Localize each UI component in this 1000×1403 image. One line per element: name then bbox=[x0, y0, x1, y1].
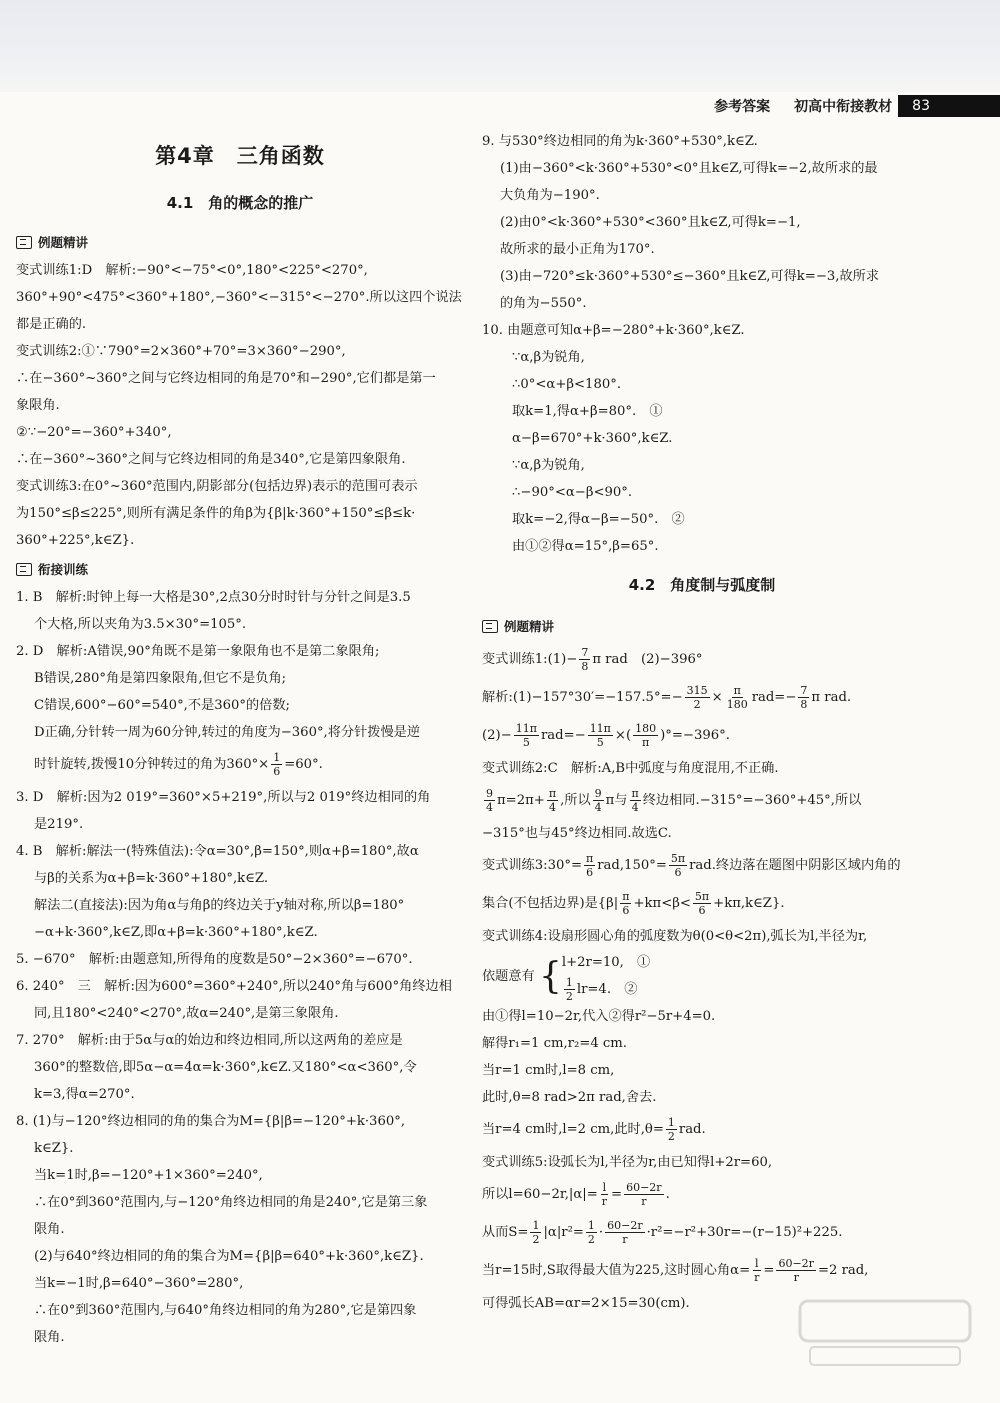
math-line: 变式训练5:设弧长为l,半径为r,由已知得l+2r=60, bbox=[482, 1155, 773, 1170]
denominator: 2 bbox=[667, 1130, 675, 1143]
right-column bbox=[482, 128, 922, 1317]
answer-line: ∴0°<α+β<180°. bbox=[512, 377, 622, 392]
answer-line: 取k=1,得α+β=80°. ① bbox=[512, 404, 663, 419]
math-line: 变式训练2:C 解析:A,B中弧度与角度混用,不正确. bbox=[482, 761, 779, 776]
math-line: 解得r₁=1 cm,r₂=4 cm. bbox=[482, 1036, 627, 1051]
equation-rows bbox=[562, 950, 650, 1003]
example-heading-label: 例题精讲 bbox=[504, 619, 555, 634]
answer-line: 9. 与530°终边相同的角为k·360°+530°,k∈Z. bbox=[482, 134, 758, 149]
answer-line: ∴在0°到360°范围内,与−120°角终边相同的角是240°,它是第三象 bbox=[34, 1195, 428, 1210]
text: π rad (2)−396° bbox=[592, 652, 703, 667]
fraction bbox=[630, 787, 641, 814]
text: π与 bbox=[605, 793, 628, 808]
numerator: 60−2r bbox=[626, 1181, 662, 1194]
math-line: 此时,θ=8 rad>2π rad,舍去. bbox=[482, 1090, 657, 1105]
fraction bbox=[752, 1257, 761, 1284]
equation bbox=[562, 976, 650, 1003]
answer-line: 3. D 解析:因为2 019°=360°×5+219°,所以与2 019°终边相同的角 bbox=[16, 790, 431, 805]
answer-line: 6. 240° 三 解析:因为600°=360°+240°,所以240°角与600°角终边相 bbox=[16, 979, 452, 994]
denominator: 6 bbox=[674, 866, 682, 879]
denominator: r bbox=[622, 1233, 628, 1246]
text: ×( bbox=[614, 728, 632, 743]
answer-line: B错误,280°角是第四象限角,但它不是负角; bbox=[34, 671, 287, 686]
text: 集合(不包括边界)是{β| bbox=[482, 896, 619, 911]
answer-line: 360°的整数倍,即5α−α=4α=k·360°,k∈Z.又180°<α<360°,令 bbox=[34, 1060, 417, 1075]
answer-line: ∵α,β为锐角, bbox=[512, 350, 585, 365]
denominator: r bbox=[601, 1195, 608, 1208]
answer-line-fraction bbox=[16, 746, 464, 784]
left-brace: { bbox=[538, 955, 562, 997]
answer-line: 故所求的最小正角为170°. bbox=[500, 242, 655, 257]
fraction bbox=[564, 976, 575, 1003]
numerator: 1 bbox=[587, 1219, 595, 1232]
text-line: 变式训练2:①∵790°=2×360°+70°=3×360°−290°, bbox=[16, 344, 346, 359]
math-line bbox=[482, 782, 922, 820]
numerator: 180 bbox=[635, 722, 657, 735]
math-line bbox=[482, 1111, 922, 1149]
answer-line: 1. B 解析:时钟上每一大格是30°,2点30分时时针与分针之间是3.5 bbox=[16, 590, 411, 605]
text: rad=− bbox=[751, 690, 797, 705]
text: 终边相同.−315°=−360°+45°,所以 bbox=[642, 793, 862, 808]
answer-label: 参考答案 bbox=[714, 99, 771, 115]
math-line bbox=[482, 679, 922, 717]
text: π=2π+ bbox=[497, 793, 545, 808]
denominator: 4 bbox=[631, 801, 639, 814]
fraction bbox=[685, 684, 710, 711]
numerator: 5π bbox=[694, 890, 710, 903]
bridge-heading-label: 衔接训练 bbox=[38, 562, 89, 577]
numerator: 60−2r bbox=[778, 1257, 814, 1270]
denominator: 180 bbox=[726, 698, 748, 711]
text: 解析:(1)−157°30′=−157.5°=− bbox=[482, 690, 683, 705]
fraction bbox=[669, 852, 687, 879]
answer-line: 与β的关系为α+β=k·360°+180°,k∈Z. bbox=[34, 871, 269, 886]
denominator: 2 bbox=[532, 1233, 540, 1246]
answer-text: =60°. bbox=[284, 757, 323, 772]
text: 所以l=60−2r,|α|= bbox=[482, 1187, 598, 1202]
numerator: 7 bbox=[800, 684, 808, 697]
equation-system bbox=[539, 950, 650, 1003]
text-line: 变式训练1:D 解析:−90°<−75°<0°,180°<225°<270°, bbox=[16, 263, 368, 278]
numerator: π bbox=[586, 852, 594, 865]
answer-line: ∴在0°到360°范围内,与640°角终边相同的角为280°,它是第四象 bbox=[34, 1303, 417, 1318]
denominator: π bbox=[642, 736, 650, 749]
answer-line: 当k=−1时,β=640°−360°=280°, bbox=[34, 1276, 244, 1291]
bridge-heading bbox=[16, 560, 464, 578]
math-line bbox=[482, 717, 922, 755]
answer-line: 取k=−2,得α−β=−50°. ② bbox=[512, 512, 685, 527]
denominator: 6 bbox=[698, 904, 706, 917]
text-line: ∴在−360°~360°之间与它终边相同的角是340°,它是第四象限角. bbox=[16, 452, 406, 467]
text: lr=4. ② bbox=[576, 982, 638, 997]
denominator: r bbox=[793, 1271, 799, 1284]
numerator: π bbox=[733, 684, 741, 697]
denominator: 4 bbox=[548, 801, 556, 814]
example-heading-label: 例题精讲 bbox=[38, 235, 89, 250]
text: × bbox=[711, 690, 723, 705]
numerator: π bbox=[631, 787, 639, 800]
text-line: ∴在−360°~360°之间与它终边相同的角是70°和−290°,它们都是第一 bbox=[16, 371, 436, 386]
numerator: 1 bbox=[565, 976, 573, 989]
denominator: r bbox=[754, 1271, 760, 1284]
text-line: 都是正确的. bbox=[16, 317, 87, 332]
denominator: 6 bbox=[622, 904, 630, 917]
text-line: 变式训练3:在0°~360°范围内,阴影部分(包括边界)表示的范围可表示 bbox=[16, 479, 418, 494]
math-line bbox=[482, 885, 922, 923]
text: ·r²=−r²+30r=−(r−15)²+225. bbox=[646, 1225, 843, 1240]
fraction bbox=[586, 1219, 597, 1246]
answer-line: ∵α,β为锐角, bbox=[512, 458, 585, 473]
text: =2 rad, bbox=[817, 1263, 869, 1278]
text: . bbox=[665, 1187, 670, 1202]
text: 依题意有 bbox=[482, 969, 535, 984]
answer-line: 解法二(直接法):因为角α与角β的终边关于y轴对称,所以β=180° bbox=[34, 898, 405, 913]
pointing-hand-icon bbox=[16, 236, 32, 249]
text: )°=−396°. bbox=[660, 728, 730, 743]
equation: l+2r=10, ① bbox=[561, 955, 651, 970]
text: = bbox=[611, 1187, 623, 1202]
text: ,所以 bbox=[560, 793, 591, 808]
denominator: 2 bbox=[565, 990, 573, 1003]
text: rad. bbox=[678, 1122, 706, 1137]
numerator: l bbox=[602, 1181, 607, 1194]
answer-line: 当k=1时,β=−120°+1×360°=240°, bbox=[34, 1168, 263, 1183]
math-line bbox=[482, 847, 922, 885]
text: rad.终边落在题图中阴影区域内角的 bbox=[689, 858, 901, 873]
numerator: 11π bbox=[589, 722, 611, 735]
math-line bbox=[482, 641, 922, 679]
fraction bbox=[725, 684, 750, 711]
fraction bbox=[605, 1219, 644, 1246]
numerator: π bbox=[548, 787, 557, 800]
answer-line: ∴−90°<α−β<90°. bbox=[512, 485, 633, 500]
denominator: 4 bbox=[486, 801, 493, 814]
numerator: 7 bbox=[581, 646, 589, 659]
fraction bbox=[666, 1116, 677, 1143]
page-header bbox=[714, 95, 1000, 117]
fraction bbox=[530, 1219, 541, 1246]
pointing-hand-icon bbox=[16, 563, 32, 576]
math-line bbox=[482, 1214, 922, 1252]
chapter-title: 第4章 三角函数 bbox=[155, 144, 325, 168]
answer-line: (1)由−360°<k·360°+530°<0°且k∈Z,可得k=−2,故所求的最 bbox=[500, 161, 878, 176]
text: · bbox=[598, 1225, 604, 1240]
math-line: 可得弧长AB=αr=2×15=30(cm). bbox=[482, 1296, 690, 1311]
answer-line: 由①②得α=15°,β=65°. bbox=[512, 539, 659, 554]
answer-line: 10. 由题意可知α+β=−280°+k·360°,k∈Z. bbox=[482, 323, 745, 338]
fraction bbox=[584, 852, 595, 879]
denominator: 5 bbox=[596, 736, 604, 749]
answer-line: 2. D 解析:A错误,90°角既不是第一象限角也不是第二象限角; bbox=[16, 644, 380, 659]
text: 当r=4 cm时,l=2 cm,此时,θ= bbox=[482, 1122, 664, 1137]
text: rad=− bbox=[540, 728, 586, 743]
fraction bbox=[547, 787, 558, 814]
denominator: 5 bbox=[522, 736, 530, 749]
fraction bbox=[271, 751, 282, 778]
math-line: 当r=1 cm时,l=8 cm, bbox=[482, 1063, 615, 1078]
text: 从而S= bbox=[482, 1225, 529, 1240]
fraction bbox=[593, 787, 604, 814]
numerator: 9 bbox=[594, 787, 602, 800]
numerator: 60−2r bbox=[607, 1219, 643, 1232]
pointing-hand-icon bbox=[482, 620, 498, 633]
numerator: π bbox=[622, 890, 630, 903]
page-number: 83 bbox=[898, 95, 1000, 117]
text-line: 象限角. bbox=[16, 398, 60, 413]
numerator: 1 bbox=[667, 1116, 675, 1129]
equation-system-line bbox=[482, 950, 922, 1003]
answer-line: 是219°. bbox=[34, 817, 84, 832]
fraction bbox=[600, 1181, 609, 1208]
math-line bbox=[482, 1252, 922, 1290]
fraction bbox=[798, 684, 809, 711]
text: 变式训练1:(1)− bbox=[482, 652, 578, 667]
answer-line: 的角为−550°. bbox=[500, 296, 587, 311]
fraction bbox=[579, 646, 590, 673]
numerator: 5π bbox=[670, 852, 686, 865]
answer-line: (2)由0°<k·360°+530°<360°且k∈Z,可得k=−1, bbox=[500, 215, 801, 230]
denominator: 2 bbox=[587, 1233, 595, 1246]
denominator: r bbox=[641, 1195, 647, 1208]
answer-line: 限角. bbox=[34, 1330, 65, 1345]
answer-line: C错误,600°−60°=540°,不是360°的倍数; bbox=[34, 698, 290, 713]
math-line: 变式训练4:设扇形圆心角的弧度数为θ(0<θ<2π),弧长为l,半径为r, bbox=[482, 929, 868, 944]
math-line bbox=[482, 1176, 922, 1214]
answer-line: 5. −670° 解析:由题意知,所得角的度数是50°−2×360°=−670°. bbox=[16, 952, 413, 967]
answer-line: 7. 270° 解析:由于5α与α的始边和终边相同,所以这两角的差应是 bbox=[16, 1033, 403, 1048]
fraction bbox=[514, 722, 539, 749]
answer-line: k∈Z}. bbox=[34, 1141, 74, 1156]
answer-line: 个大格,所以夹角为3.5×30°=105°. bbox=[34, 617, 247, 632]
answer-line: k=3,得α=270°. bbox=[34, 1087, 135, 1102]
watermark-logo bbox=[790, 1293, 980, 1373]
denominator: 4 bbox=[594, 801, 602, 814]
answer-line: 限角. bbox=[34, 1222, 65, 1237]
text-line: ②∵−20°=−360°+340°, bbox=[16, 425, 172, 440]
fraction bbox=[776, 1257, 815, 1284]
denominator: 6 bbox=[586, 866, 594, 879]
example-heading bbox=[16, 233, 464, 251]
text: rad,150°= bbox=[597, 858, 667, 873]
text-line: 为150°≤β≤225°,则所有满足条件的角β为{β|k·360°+150°≤β≤k· bbox=[16, 506, 416, 521]
answer-line: 大负角为−190°. bbox=[500, 188, 600, 203]
numerator: 1 bbox=[273, 751, 281, 764]
text: +kπ<β< bbox=[633, 896, 691, 911]
text: |α|r²= bbox=[543, 1225, 584, 1240]
text: 变式训练3:30°= bbox=[482, 858, 583, 873]
book-label: 初高中衔接教材 bbox=[794, 99, 893, 115]
denominator: 8 bbox=[581, 660, 589, 673]
section-title-4-1: 4.1 角的概念的推广 bbox=[166, 194, 314, 212]
answer-line: −α+k·360°,k∈Z,即α+β=k·360°+180°,k∈Z. bbox=[34, 925, 318, 940]
text-line: 360°+90°<475°<360°+180°,−360°<−315°<−270°.所以这四个说法 bbox=[16, 290, 462, 305]
answer-line: (3)由−720°≤k·360°+530°≤−360°且k∈Z,可得k=−3,故所求 bbox=[500, 269, 880, 284]
denominator: 8 bbox=[800, 698, 808, 711]
answer-line: α−β=670°+k·360°,k∈Z. bbox=[512, 431, 673, 446]
numerator: 9 bbox=[486, 787, 493, 800]
math-line: −315°也与45°终边相同.故选C. bbox=[482, 826, 672, 841]
text: 当r=15时,S取得最大值为225,这时圆心角α= bbox=[482, 1263, 751, 1278]
answer-line: 4. B 解析:解法一(特殊值法):令α=30°,β=150°,则α+β=180°,故α bbox=[16, 844, 419, 859]
fraction bbox=[624, 1181, 663, 1208]
answer-line: 同,且180°<240°<270°,故α=240°,是第三象限角. bbox=[34, 1006, 339, 1021]
answer-line: D正确,分针转一周为60分钟,转过的角度为−360°,将分针拨慢是逆 bbox=[34, 725, 421, 740]
numerator: 315 bbox=[686, 684, 708, 697]
numerator: 1 bbox=[532, 1219, 540, 1232]
page-top-band bbox=[0, 0, 1000, 92]
fraction bbox=[484, 787, 495, 814]
text: (2)− bbox=[482, 728, 512, 743]
left-column bbox=[16, 130, 464, 1351]
text: π rad. bbox=[811, 690, 852, 705]
fraction bbox=[633, 722, 658, 749]
numerator: 11π bbox=[515, 722, 537, 735]
answer-text: 时针旋转,拨慢10分钟转过的角为360°× bbox=[34, 757, 270, 772]
text-line: 360°+225°,k∈Z}. bbox=[16, 533, 135, 548]
fraction bbox=[588, 722, 613, 749]
math-line: 由①得l=10−2r,代入②得r²−5r+4=0. bbox=[482, 1009, 716, 1024]
example-heading-2 bbox=[482, 617, 922, 635]
answer-line: 8. (1)与−120°终边相同的角的集合为M={β|β=−120°+k·360°, bbox=[16, 1114, 406, 1129]
fraction bbox=[693, 890, 711, 917]
denominator: 2 bbox=[693, 698, 701, 711]
text: = bbox=[763, 1263, 775, 1278]
answer-line: (2)与640°终边相同的角的集合为M={β|β=640°+k·360°,k∈Z}. bbox=[34, 1249, 424, 1264]
section-title-4-2: 4.2 角度制与弧度制 bbox=[628, 576, 776, 594]
fraction bbox=[620, 890, 631, 917]
numerator: l bbox=[754, 1257, 759, 1270]
denominator: 6 bbox=[273, 765, 281, 778]
text: +kπ,k∈Z}. bbox=[713, 896, 785, 911]
